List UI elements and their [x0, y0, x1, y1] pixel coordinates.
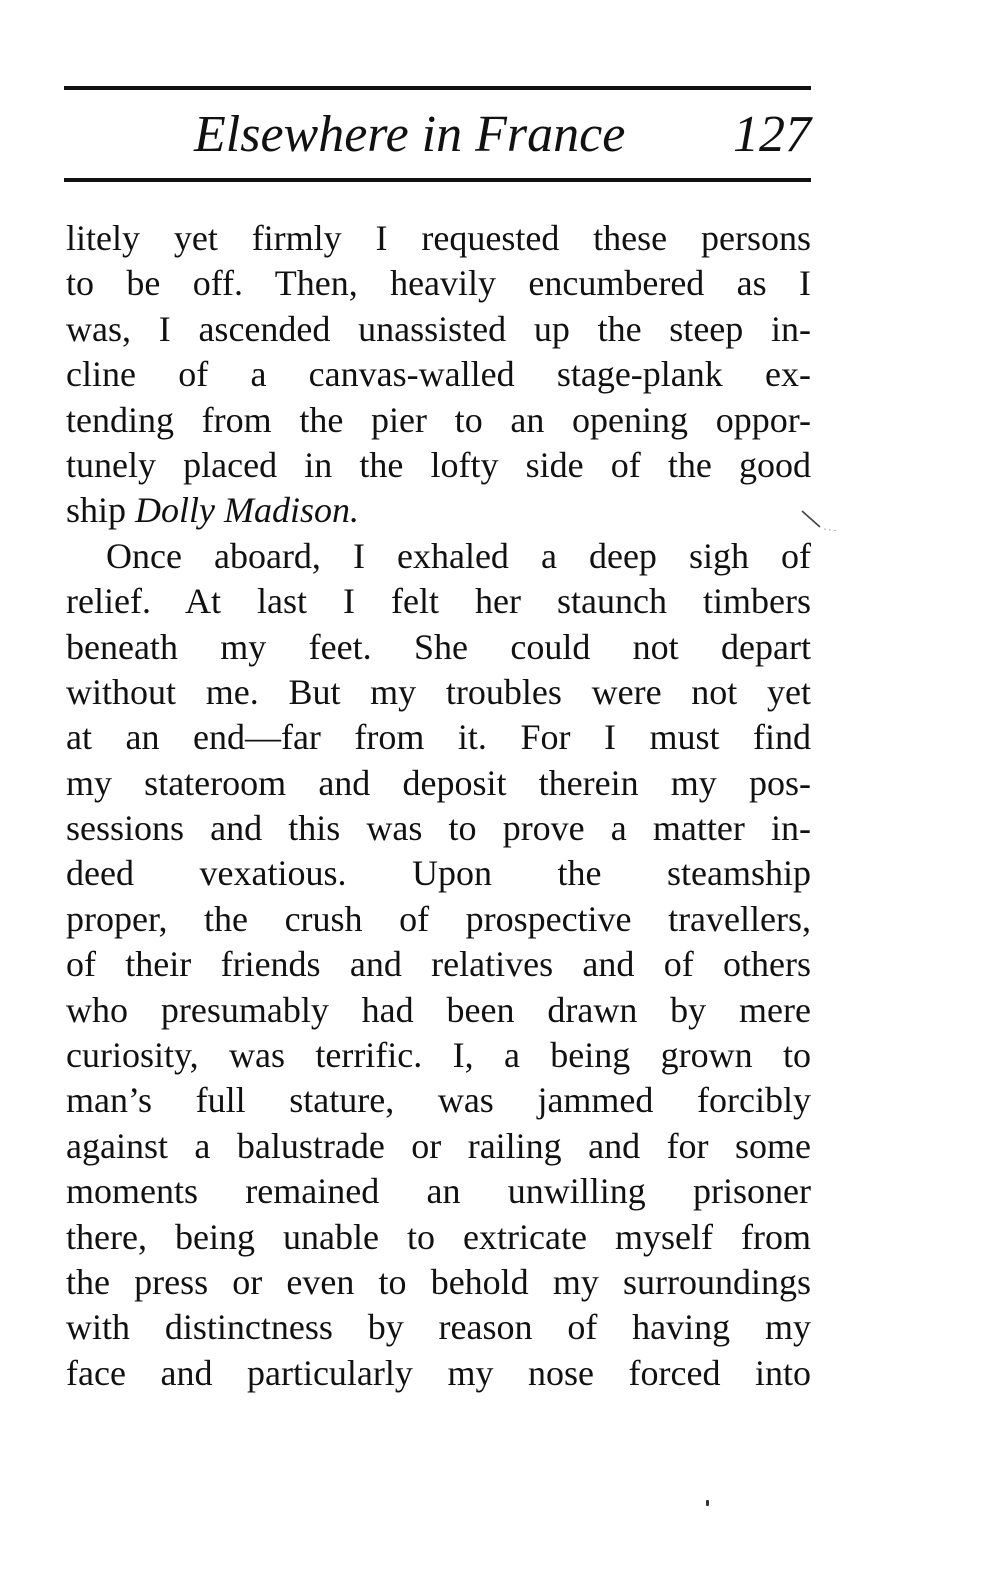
paragraph-2 [66, 534, 811, 1396]
text-line: Once aboard, I exhaled a deep sigh of [106, 535, 811, 576]
text-line: man’s full stature, was jammed forcibly [66, 1080, 811, 1121]
text-line: deed vexatious. Upon the steamship [66, 853, 811, 894]
text-line: with distinctness by reason of having my [66, 1307, 811, 1348]
header-top-rule [64, 86, 811, 90]
text-line: proper, the crush of prospective travellers, [66, 898, 811, 939]
text-line: at an end—far from it. For I must find [66, 717, 811, 758]
text-line: tunely placed in the lofty side of the good [66, 444, 811, 485]
text-line: beneath my feet. She could not depart [66, 626, 811, 667]
text-line: there, being unable to extricate myself from [66, 1216, 811, 1257]
text-line: of their friends and relatives and of others [66, 944, 811, 985]
text-line: curiosity, was terrific. I, a being grown to [66, 1035, 811, 1076]
line-prefix: ship [66, 490, 136, 531]
text-line: relief. At last I felt her staunch timbers [66, 581, 811, 622]
text-line: to be off. Then, heavily encumbered as I [66, 263, 811, 304]
pencil-tick-mark [800, 505, 840, 535]
running-head [64, 95, 811, 175]
text-line: my stateroom and deposit therein my pos- [66, 762, 811, 803]
page-number: 127 [733, 106, 811, 163]
text-line [66, 488, 811, 533]
paragraph-1 [66, 216, 811, 534]
text-line: who presumably had been drawn by mere [66, 989, 811, 1030]
text-line: without me. But my troubles were not yet [66, 671, 811, 712]
text-line: face and particularly my nose forced into [66, 1352, 811, 1393]
text-line: sessions and this was to prove a matter in- [66, 808, 811, 849]
text-line: against a balustrade or railing and for some [66, 1125, 811, 1166]
header-bottom-rule [64, 178, 811, 182]
text-line: cline of a canvas-walled stage-plank ex- [66, 354, 811, 395]
text-line: litely yet firmly I requested these persons [66, 218, 811, 258]
body-text [66, 216, 811, 1396]
text-line: the press or even to behold my surroundings [66, 1261, 811, 1302]
ink-speck [706, 1500, 709, 1506]
running-title: Elsewhere in France [194, 106, 626, 163]
text-line: was, I ascended unassisted up the steep in- [66, 308, 811, 349]
text-line: moments remained an unwilling prisoner [66, 1171, 811, 1212]
text-line: tending from the pier to an opening oppor- [66, 399, 811, 440]
ship-name: Dolly Madison. [135, 490, 359, 531]
